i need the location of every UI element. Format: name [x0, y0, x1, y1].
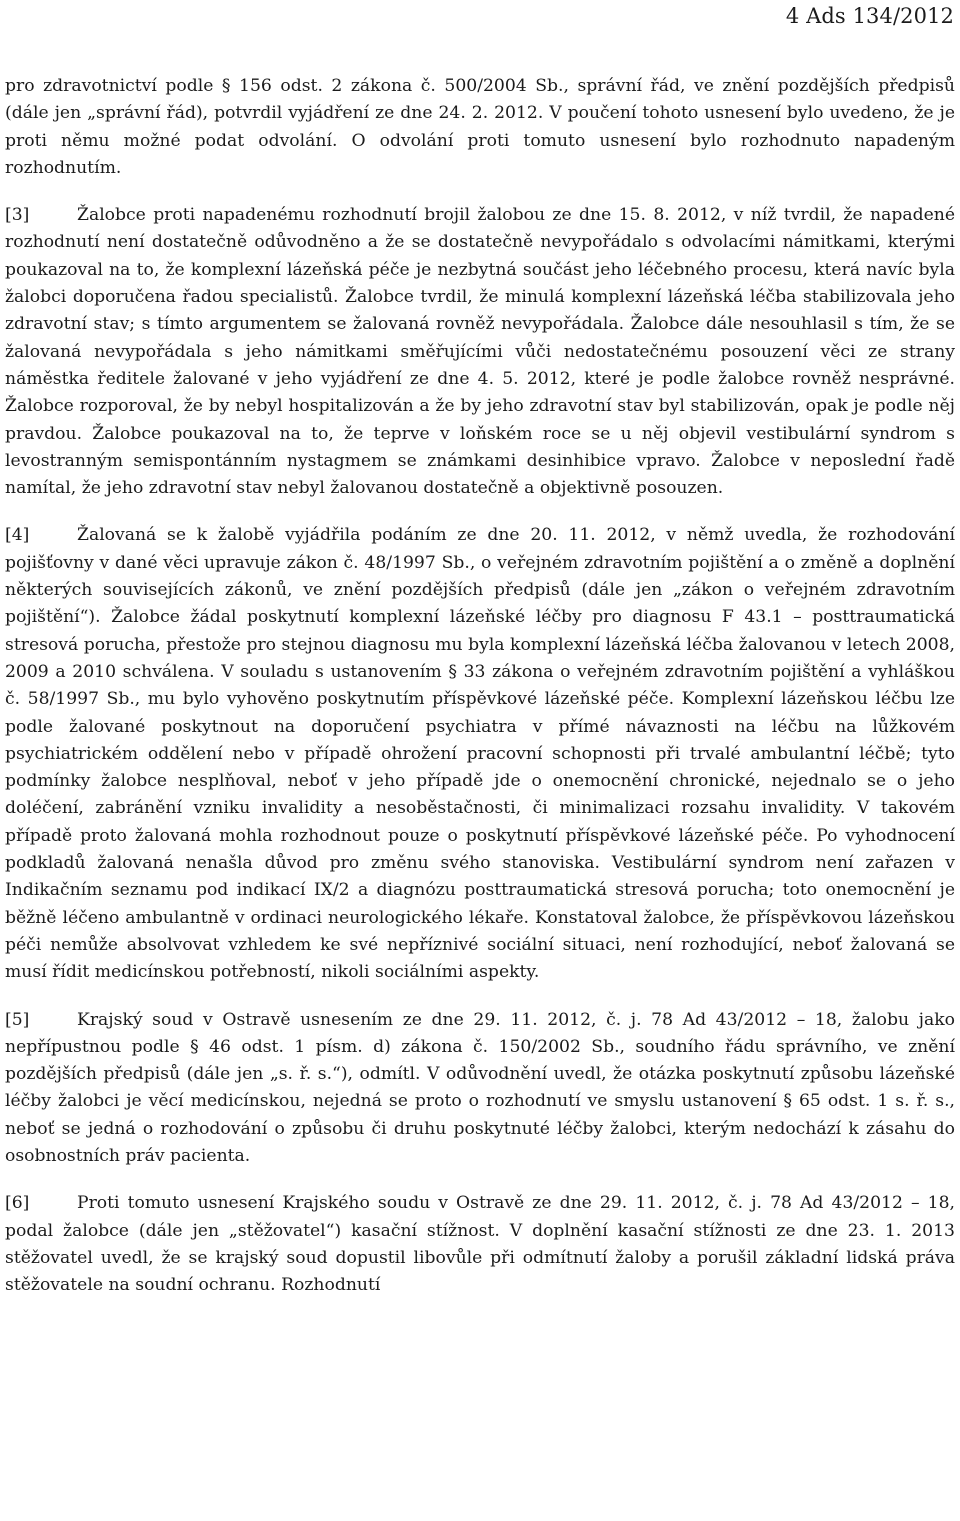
document-body: [5, 73, 955, 1319]
paragraph-5: [5, 1007, 955, 1171]
paragraph-text: Proti tomuto usnesení Krajského soudu v Ostravě ze dne 29. 11. 2012, č. j. 78 Ad 43/2012 – 18, podal žalobce (dále jen „stěžovatel“) kasační stížnost. V doplnění kasační stížnosti ze dne 23. 1. 2013 stěžovatel uvedl, že se krajský soud dopustil libovůle při odmítnutí žaloby a porušil základní lidská práva stěžovatele na soudní ochranu. Rozhodnutí: [5, 1193, 955, 1296]
paragraph-number: [6]: [5, 1193, 30, 1214]
paragraph-text: Krajský soud v Ostravě usnesením ze dne 29. 11. 2012, č. j. 78 Ad 43/2012 – 18, žalobu jako nepřípustnou podle § 46 odst. 1 písm. d) zákona č. 150/2002 Sb., soudního řádu správního, ve znění pozdějších předpisů (dále jen „s. ř. s.“), odmítl. V odůvodnění uvedl, že otázka poskytnutí způsobu lázeňské léčby žalobci je věcí medicínskou, nejedná se proto o rozhodnutí ve smyslu ustanovení § 65 odst. 1 s. ř. s., neboť se jedná o rozhodování o způsobu či druhu poskytnuté léčby žalobci, kterým nedochází k zásahu do osobnostních práv pacienta.: [5, 1009, 955, 1166]
paragraph-number: [3]: [5, 205, 30, 226]
paragraph-text: Žalovaná se k žalobě vyjádřila podáním ze dne 20. 11. 2012, v němž uvedla, že rozhodování pojišťovny v dané věci upravuje zákon č. 48/1997 Sb., o veřejném zdravotním pojištění a o změně a doplnění některých souvisejících zákonů, ve znění pozdějších předpisů (dále jen „zákon o veřejném zdravotním pojištění“). Žalobce žádal poskytnutí komplexní lázeňské léčby pro diagnosu F 43.1 – posttraumatická stresová porucha, přestože pro stejnou diagnosu mu byla komplexní lázeňská léčba žalovanou v letech 2008, 2009 a 2010 schválena. V souladu s ustanovením § 33 zákona o veřejném zdravotním pojištění a vyhláškou č. 58/1997 Sb., mu bylo vyhověno poskytnutím příspěvkové lázeňské péče. Komplexní lázeňskou léčbu lze podle žalované poskytnout na doporučení psychiatra v přímé návaznosti na léčbu na lůžkovém psychiatrickém oddělení nebo v případě ohrožení pracovní schopnosti při trvalé ambulantní léčbě; tyto podmínky žalobce nesplňoval, neboť v jeho případě jde o onemocnění chronické, nejednalo se o jeho doléčení, zabránění vzniku invalidity a nesoběstačnosti, či minimalizaci rozsahu invalidity. V takovém případě proto žalovaná mohla rozhodnout pouze o poskytnutí příspěvkové lázeňské péče. Po vyhodnocení podkladů žalovaná nenašla důvod pro změnu svého stanoviska. Vestibulární syndrom není zařazen v Indikačním seznamu pod indikací IX/2 a diagnózu posttraumatická stresová porucha; toto onemocnění je běžně léčeno ambulantně v ordinaci neurologického lékaře. Konstatoval žalobce, že příspěvkovou lázeňskou péči nemůže absolvovat vzhledem ke své nepříznivé sociální situaci, není rozhodující, neboť žalovaná se musí řídit medicínskou potřebností, nikoli sociálními aspekty.: [5, 525, 955, 983]
paragraph-2-continuation: [5, 73, 955, 182]
paragraph-4: [5, 522, 955, 986]
paragraph-text: pro zdravotnictví podle § 156 odst. 2 zákona č. 500/2004 Sb., správní řád, ve znění pozdějších předpisů (dále jen „správní řád), potvrdil vyjádření ze dne 24. 2. 2012. V poučení tohoto usnesení bylo uvedeno, že je proti němu možné podat odvolání. O odvolání proti tomuto usnesení bylo rozhodnuto napadeným rozhodnutím.: [5, 76, 955, 178]
case-number-header: 4 Ads 134/2012: [785, 4, 954, 28]
paragraph-6: [5, 1190, 955, 1299]
paragraph-number: [5]: [5, 1009, 30, 1030]
paragraph-3: [5, 202, 955, 502]
paragraph-text: Žalobce proti napadenému rozhodnutí brojil žalobou ze dne 15. 8. 2012, v níž tvrdil, že napadené rozhodnutí není dostatečně odůvodněno a že se dostatečně nevypořádalo s odvolacími námitkami, kterými poukazoval na to, že komplexní lázeňská péče je nezbytná součást jeho léčebného procesu, která navíc byla žalobci doporučena řadou specialistů. Žalobce tvrdil, že minulá komplexní lázeňská léčba stabilizovala jeho zdravotní stav; s tímto argumentem se žalovaná rovněž nevypořádala. Žalobce dále nesouhlasil s tím, že se žalovaná nevypořádala s jeho námitkami směřujícími vůči nedostatečnému posouzení věci ze strany náměstka ředitele žalované v jeho vyjádření ze dne 4. 5. 2012, které je podle žalobce rovněž nesprávné. Žalobce rozporoval, že by nebyl hospitalizován a že by jeho zdravotní stav byl stabilizován, opak je podle něj pravdou. Žalobce poukazoval na to, že teprve v loňském roce se u něj objevil vestibulární syndrom s levostranným semispontánním nystagmem se známkami desinhibice vpravo. Žalobce v neposlední řadě namítal, že jeho zdravotní stav nebyl žalovanou dostatečně a objektivně posouzen.: [5, 205, 955, 499]
paragraph-number: [4]: [5, 525, 30, 546]
